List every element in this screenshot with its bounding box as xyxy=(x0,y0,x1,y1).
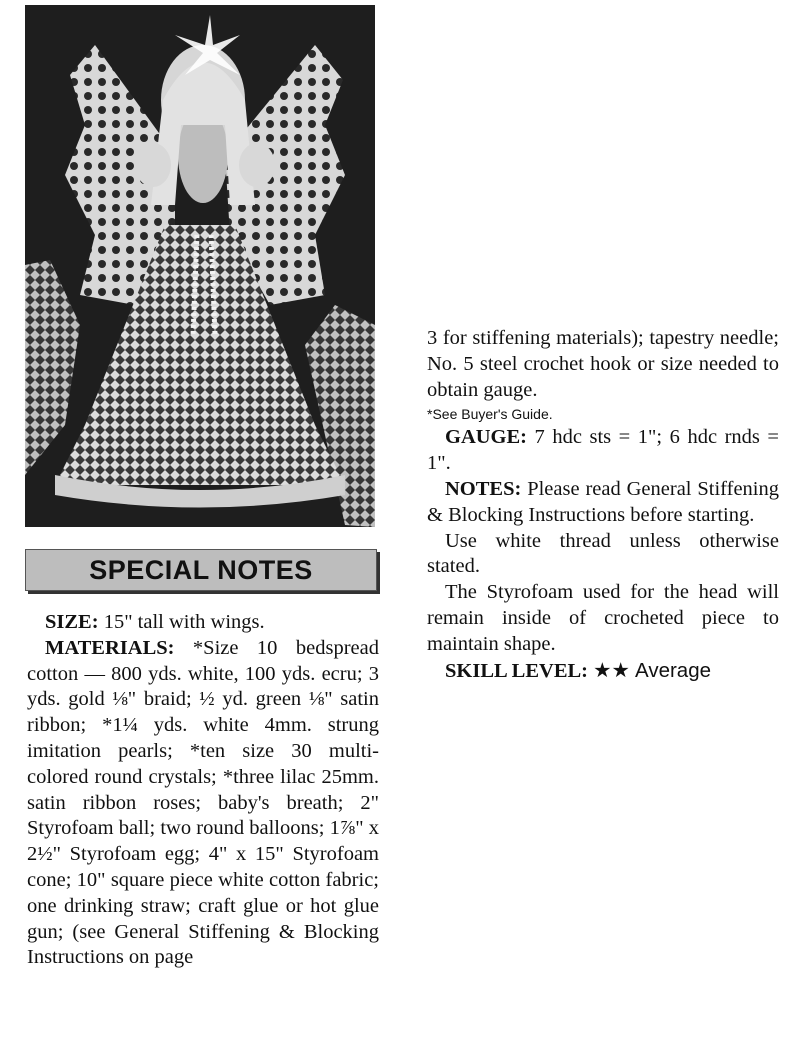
materials-label: MATERIALS: xyxy=(45,636,175,659)
skill-stars-icon: ★★ xyxy=(588,659,636,682)
materials-text: *Size 10 bedspread cotton — 800 yds. white, 100 yds. ecru; 3 yds. gold ⅛" braid; ½ yd. green ⅛" satin ribbon; *1¼ yds. white 4mm. strung imitation pearls; *ten size 30 multi-colored round crystals; *three lilac 25mm. satin ribbon roses; baby's breath; 2" Styrofoam ball; two round balloons; 1⅞" x 2½" Styrofoam egg; 4" x 15" Styrofoam cone; 10" square piece white cotton fabric; one drinking straw; craft glue or hot glue gun; (see General Stiffening & Blocking Instructions on page xyxy=(27,636,379,969)
skill-level-paragraph xyxy=(427,658,779,685)
size-paragraph xyxy=(27,610,379,636)
special-notes-banner xyxy=(25,549,377,591)
skill-label: SKILL LEVEL: xyxy=(445,659,588,682)
notes-text: Please read General Stiffening & Blocking Instructions before starting. xyxy=(427,477,779,526)
buyers-guide-note: *See Buyer's Guide. xyxy=(427,406,553,423)
banner-title: SPECIAL NOTES xyxy=(89,554,313,585)
size-text: 15" tall with wings. xyxy=(98,611,265,633)
gauge-label: GAUGE: xyxy=(445,426,527,449)
right-column xyxy=(427,326,779,684)
size-label: SIZE: xyxy=(45,611,99,633)
gauge-text: 7 hdc sts = 1"; 6 hdc rnds = 1". xyxy=(427,426,779,475)
gauge-paragraph xyxy=(427,425,779,477)
notes-label: NOTES: xyxy=(445,477,522,500)
materials-continued: 3 for stiffening materials); tapestry needle; No. 5 steel crochet hook or size needed to obtain gauge. xyxy=(427,327,779,401)
skill-text: Average xyxy=(635,658,711,682)
styrofoam-note: The Styrofoam used for the head will remain inside of crocheted piece to maintain shape. xyxy=(427,581,779,655)
white-thread-note: Use white thread unless otherwise stated. xyxy=(427,529,779,578)
notes-paragraph xyxy=(427,477,779,529)
left-column xyxy=(27,610,379,971)
angel-photo xyxy=(25,5,375,527)
materials-paragraph xyxy=(27,636,379,971)
